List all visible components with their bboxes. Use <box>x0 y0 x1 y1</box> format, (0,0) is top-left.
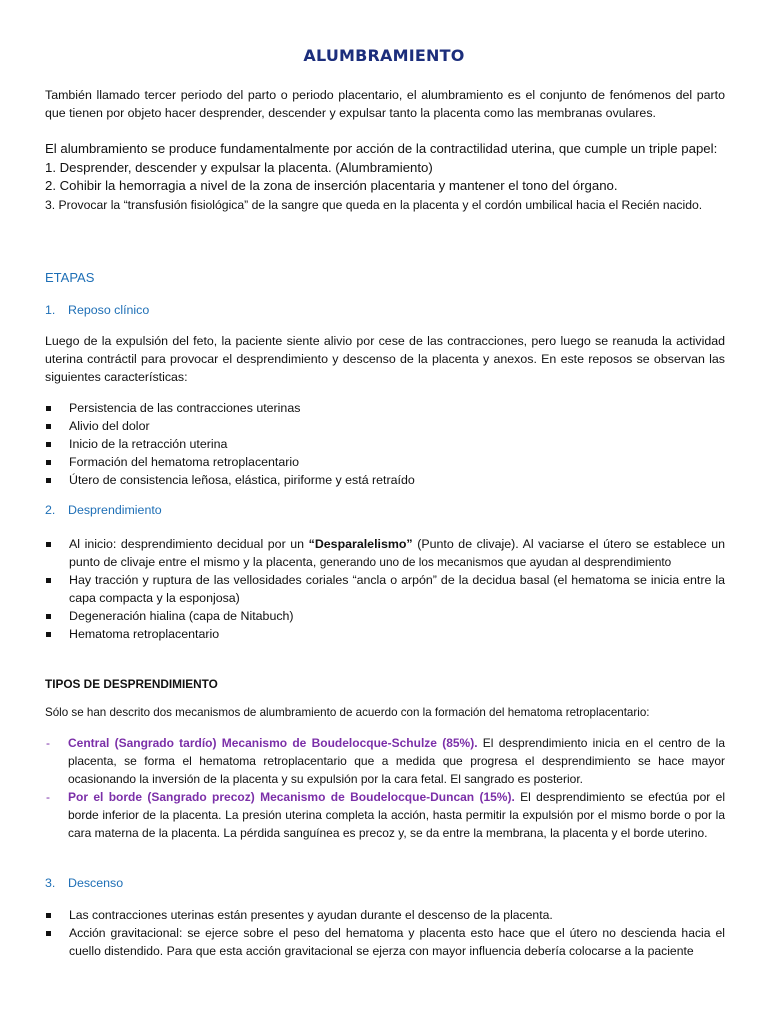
list-item: Inicio de la retracción uterina <box>45 435 725 453</box>
function-item-3: 3. Provocar la “transfusión fisiológica” de la sangre que queda en la placenta y el cordón umbilical hacia el Recién nacido. <box>45 197 703 212</box>
page-title: ALUMBRAMIENTO <box>303 46 465 65</box>
square-bullet-icon <box>46 424 51 429</box>
square-bullet-icon <box>46 632 51 637</box>
square-bullet-icon <box>46 442 51 447</box>
list-item: Hay tracción y ruptura de las vellosidades coriales “ancla o arpón” de la decidua basal (el hematoma se inicia entre la capa compacta y la esponjosa) <box>45 571 725 607</box>
list-item: Hematoma retroplacentario <box>45 625 725 643</box>
square-bullet-icon <box>46 460 51 465</box>
square-bullet-icon <box>46 614 51 619</box>
stage-3-title: Descenso <box>68 876 124 890</box>
function-item-2: 2. Cohibir la hemorragia a nivel de la zona de inserción placentaria y mantener el tono del órgano. <box>45 178 618 193</box>
square-bullet-icon <box>46 931 51 936</box>
list-item: Acción gravitacional: se ejerce sobre el peso del hematoma y placenta esto hace que el útero no descienda hacia el cuello distendido. Para que esta acción gravitacional se ejerza con mayor influencia debería colocarse a la paciente <box>45 924 725 960</box>
dash-bullet: - <box>46 790 50 804</box>
list-item: Persistencia de las contracciones uterinas <box>45 399 725 417</box>
square-bullet-icon <box>46 913 51 918</box>
stage-1-list <box>45 399 725 489</box>
function-item-1: 1. Desprender, descender y expulsar la placenta. (Alumbramiento) <box>45 159 433 175</box>
tipos-heading: TIPOS DE DESPRENDIMIENTO <box>45 677 218 691</box>
list-item: Las contracciones uterinas están presentes y ayudan durante el descenso de la placenta. <box>45 906 725 924</box>
stage-1-number: 1. <box>45 303 56 317</box>
function-block <box>45 140 725 214</box>
stage-3-heading <box>45 874 725 892</box>
square-bullet-icon <box>46 578 51 583</box>
square-bullet-icon <box>46 478 51 483</box>
tipos-intro: Sólo se han descrito dos mecanismos de alumbramiento de acuerdo con la formación del hematoma retroplacentario: <box>45 706 650 719</box>
list-item: - Central (Sangrado tardío) Mecanismo de Boudelocque-Schulze (85%). El desprendimiento inicia en el centro de la placenta, se forma el hematoma retroplacentario que a medida que progresa el desprendimiento se hace mayor ocasionando la inversión de la placenta y su expulsión por la cara fetal. El sangrado es posterior. <box>46 736 725 786</box>
stage-1-title: Reposo clínico <box>68 303 150 317</box>
stage-2-title: Desprendimiento <box>68 503 162 517</box>
stage-2-list <box>45 535 725 643</box>
section-heading-etapas: ETAPAS <box>45 270 95 285</box>
dash-bullet: - <box>46 736 50 750</box>
stage-3-number: 3. <box>45 876 56 890</box>
list-item: Degeneración hialina (capa de Nitabuch) <box>45 607 725 625</box>
stage-2-heading <box>45 501 725 519</box>
tipos-list <box>45 734 725 842</box>
list-item: Al inicio: desprendimiento decidual por un “Desparalelismo” (Punto de clivaje). Al vaciarse el útero se establece un punto de clivaje entre el mismo y la placenta, generando uno de los mecanismos que ayudan al desprendimiento <box>45 535 725 571</box>
list-item: Formación del hematoma retroplacentario <box>45 453 725 471</box>
list-item: Útero de consistencia leñosa, elástica, piriforme y está retraído <box>45 471 725 489</box>
list-item: Alivio del dolor <box>45 417 725 435</box>
function-intro: El alumbramiento se produce fundamentalmente por acción de la contractilidad uterina, que cumple un triple papel: <box>45 141 718 156</box>
stage-1-paragraph: Luego de la expulsión del feto, la paciente siente alivio por cese de las contracciones, pero luego se reanuda la actividad uterina contráctil para provocar el desprendimiento y descenso de la placenta y anexos. En este reposos se observan las siguientes características: <box>45 334 725 384</box>
stage-3-list <box>45 906 725 960</box>
intro-paragraph: También llamado tercer periodo del parto o periodo placentario, el alumbramiento es el conjunto de fenómenos del parto que tienen por objeto hacer desprender, descender y expulsar tanto la placenta como las membranas ovulares. <box>45 88 725 120</box>
list-item: - Por el borde (Sangrado precoz) Mecanismo de Boudelocque-Duncan (15%). El desprendimiento se efectúa por el borde inferior de la placenta. La presión uterina completa la acción, hasta permitir la expulsión por el mismo borde o por la cara materna de la placenta. La pérdida sanguínea es precoz y, se da entre la membrana, la placenta y el borde uterino. <box>46 790 725 840</box>
square-bullet-icon <box>46 542 51 547</box>
stage-1-heading <box>45 301 725 319</box>
square-bullet-icon <box>46 406 51 411</box>
stage-2-number: 2. <box>45 503 56 517</box>
